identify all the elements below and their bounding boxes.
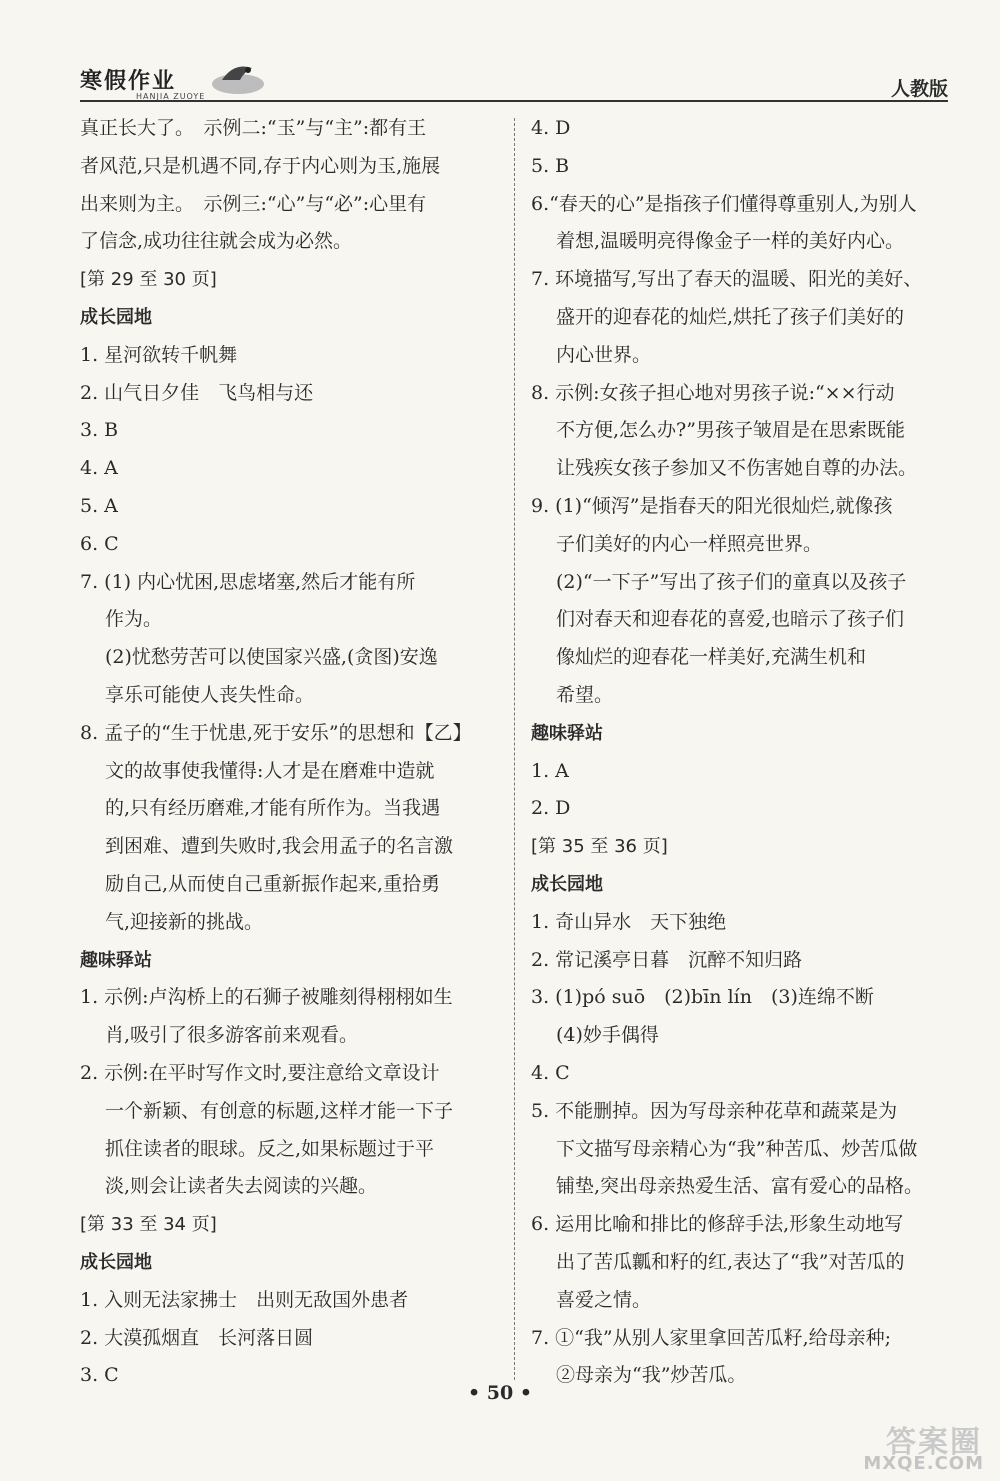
page-range-heading: [第 29 至 30 页] [80, 269, 217, 291]
answer-line: 到困难、遭到失败时,我会用孟子的名言激 [105, 835, 454, 858]
edition-label: 人教版 [890, 78, 948, 100]
answer-line: 7. (1) 内心忧困,思虑堵塞,然后才能有所 [80, 570, 416, 593]
answer-line: 9. (1)“倾泻”是指春天的阳光很灿烂,就像孩 [531, 494, 893, 517]
logo-subtitle: HANJIA ZUOYE [136, 92, 206, 101]
answer-line: 2. 大漠孤烟直 长河落日圆 [80, 1326, 314, 1349]
column-divider [514, 118, 515, 1380]
answer-line: 让残疾女孩子参加又不伤害她自尊的办法。 [556, 457, 918, 480]
answer-line: 1. 入则无法家拂士 出则无敌国外患者 [80, 1288, 409, 1311]
answer-line: 6. 运用比喻和排比的修辞手法,形象生动地写 [531, 1213, 904, 1236]
answer-line: 4. A [80, 457, 118, 480]
answer-line: 8. 示例:女孩子担心地对男孩子说:“××行动 [531, 381, 895, 404]
answer-line: 5. B [531, 154, 570, 177]
answer-line: 着想,温暖明亮得像金子一样的美好内心。 [556, 230, 905, 253]
answer-line: 下文描写母亲精心为“我”种苦瓜、炒苦瓜做 [556, 1137, 918, 1160]
answer-line: 6.“春天的心”是指孩子们懂得尊重别人,为别人 [531, 192, 917, 215]
header-rule [80, 100, 948, 102]
answer-line: 2. 常记溪亭日暮 沉醉不知归路 [531, 948, 803, 971]
logo-text: 寒假作业 [80, 68, 177, 94]
answer-line: 肖,吸引了很多游客前来观看。 [105, 1024, 359, 1047]
answer-line: 7. ①“我”从别人家里拿回苦瓜籽,给母亲种; [531, 1326, 892, 1349]
answer-line: 像灿烂的迎春花一样美好,充满生机和 [556, 646, 867, 669]
answer-line: 气,迎接新的挑战。 [105, 910, 264, 933]
answer-line: 子们美好的内心一样照亮世界。 [556, 532, 823, 555]
answer-line: 作为。 [105, 608, 163, 631]
answer-line: 不方便,怎么办?”男孩子皱眉是在思索既能 [556, 419, 905, 442]
answer-line: (2)忧愁劳苦可以使国家兴盛,(贪图)安逸 [105, 646, 438, 669]
right-column [531, 110, 955, 1395]
answer-line: 6. C [80, 532, 119, 555]
answer-line: 1. A [531, 759, 569, 782]
answer-line: (2)“一下子”写出了孩子们的童真以及孩子 [556, 570, 907, 593]
page-range-heading: [第 33 至 34 页] [80, 1214, 217, 1236]
answer-line: 的,只有经历磨难,才能有所作为。当我遇 [105, 797, 441, 820]
answer-line: 文的故事使我懂得:人才是在磨难中造就 [105, 759, 435, 782]
answer-line: 5. 不能删掉。因为写母亲种花草和蔬菜是为 [531, 1099, 898, 1122]
answer-line: 者风范,只是机遇不同,存于内心则为玉,施展 [80, 154, 441, 177]
watermark-text-cn: 答案圈 [886, 1425, 982, 1460]
answer-line: 5. A [80, 494, 118, 517]
answer-line: 2. 山气日夕佳 飞鸟相与还 [80, 381, 314, 404]
answer-line: (4)妙手偶得 [556, 1024, 659, 1047]
page-header [80, 52, 948, 102]
answer-line: 一个新颖、有创意的标题,这样才能一下子 [105, 1099, 454, 1122]
section-heading: 成长园地 [531, 873, 603, 895]
answer-line: 3. B [80, 419, 119, 442]
answer-line: 2. D [531, 797, 571, 820]
site-watermark [842, 1417, 992, 1475]
answer-line: 4. D [531, 117, 571, 139]
answer-line: 铺垫,突出母亲热爱生活、富有爱心的品格。 [556, 1175, 924, 1198]
book-logo [80, 58, 280, 102]
answer-line: 抓住读者的眼球。反之,如果标题过于平 [105, 1137, 435, 1160]
left-column [80, 110, 498, 1395]
answer-line: 8. 孟子的“生于忧患,死于安乐”的思想和【乙】 [80, 721, 472, 744]
answer-line: 3. (1)pó suō (2)bīn lín (3)连绵不断 [531, 986, 874, 1009]
answer-line: 真正长大了。 示例二:“玉”与“主”:都有王 [80, 117, 427, 139]
answer-line: 了信念,成功往往就会成为必然。 [80, 230, 353, 253]
answer-line: 3. C [80, 1364, 119, 1387]
answer-line: 淡,则会让读者失去阅读的兴趣。 [105, 1175, 378, 1198]
answer-line: 们对春天和迎春花的喜爱,也暗示了孩子们 [556, 608, 905, 631]
answer-line: 盛开的迎春花的灿烂,烘托了孩子们美好的 [556, 305, 905, 328]
answer-line: 2. 示例:在平时写作文时,要注意给文章设计 [80, 1061, 440, 1084]
page-range-heading: [第 35 至 36 页] [531, 836, 668, 858]
page-number: • 50 • [468, 1382, 532, 1404]
bird-icon [208, 58, 268, 98]
answer-line: 1. 示例:卢沟桥上的石狮子被雕刻得栩栩如生 [80, 986, 453, 1009]
answer-line: 喜爱之情。 [556, 1288, 652, 1311]
watermark-text-en: MXQE.COM [863, 1453, 984, 1474]
answer-line: 4. C [531, 1061, 570, 1084]
answer-line: 享乐可能使人丧失性命。 [105, 683, 315, 706]
answer-line: 内心世界。 [556, 343, 652, 366]
answer-line: 1. 星河欲转千帆舞 [80, 343, 238, 366]
answer-line: 希望。 [556, 683, 614, 706]
answer-line: 出了苦瓜瓤和籽的红,表达了“我”对苦瓜的 [556, 1250, 905, 1273]
answer-line: 出来则为主。 示例三:“心”与“必”:心里有 [80, 192, 427, 215]
section-heading: 趣味驿站 [80, 949, 152, 971]
answer-line: 励自己,从而使自己重新振作起来,重拾勇 [105, 872, 441, 895]
answer-line: 7. 环境描写,写出了春天的温暖、阳光的美好、 [531, 268, 923, 291]
answer-line: 1. 奇山异水 天下独绝 [531, 910, 727, 933]
section-heading: 成长园地 [80, 306, 152, 328]
answer-line: ②母亲为“我”炒苦瓜。 [556, 1364, 747, 1387]
section-heading: 趣味驿站 [531, 722, 603, 744]
section-heading: 成长园地 [80, 1251, 152, 1273]
